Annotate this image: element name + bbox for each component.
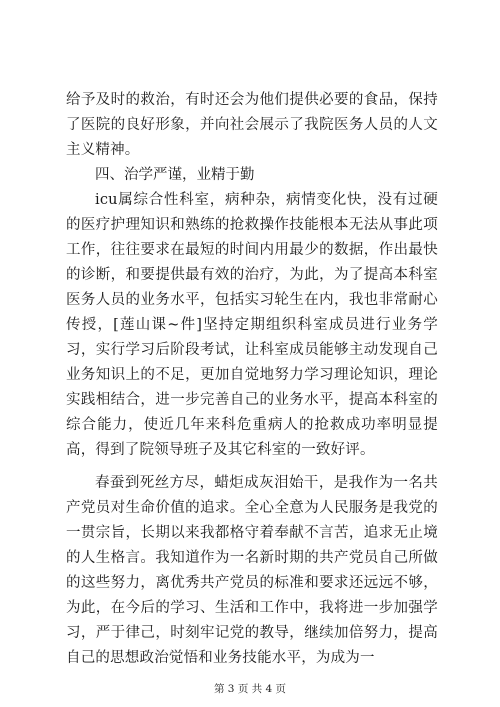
- paragraph-icu: icu属综合性科室，病种杂，病情变化快，没有过硬的医疗护理知识和熟练的抢救操作技能根本无法从事此项工作，往往要求在最短的时间内用最少的数据，作出最快的诊断，和要提供最有效的治疗，为此，为了提高本科室医务人员的业务水平，包括实习轮生在内，我也非常耐心传授，[莲山课~件]坚持定期组织科室成员进行业务学习，实行学习后阶段考试，让科室成员能够主动发现自己业务知识上的不足，更加自觉地努力学习理论知识，理论实践相结合，进一步完善自己的业务水平，提高本科室的综合能力，使近几年来科危重病人的抢救成功率明显提高，得到了院领导班子及其它科室的一致好评。: [66, 192, 438, 458]
- page-number-footer: 第 3 页 共 4 页: [213, 683, 287, 695]
- paragraph-continuation: 给予及时的救治，有时还会为他们提供必要的食品，保持了医院的良好形象，并向社会展示了我院医务人员的人文主义精神。: [66, 92, 438, 158]
- paragraph-party-member: 春蚕到死丝方尽，蜡炬成灰泪始干，是我作为一名共产党员对生命价值的追求。全心全意为人民服务是我党的一贯宗旨，长期以来我都格守着奉献不言苦，追求无止境的人生格言。我知道作为一名新时期的共产党员自己所做的这些努力，离优秀共产党员的标准和要求还远远不够，为此，在今后的学习、生活和工作中，我将进一步加强学习，严于律己，时刻牢记党的教导，继续加倍努力，提高自己的思想政治觉悟和业务技能水平，为成为一: [66, 475, 438, 666]
- document-body: [66, 88, 438, 671]
- paragraph-gap: [66, 463, 438, 471]
- section-heading: 四、治学严谨，业精于勤: [95, 167, 255, 183]
